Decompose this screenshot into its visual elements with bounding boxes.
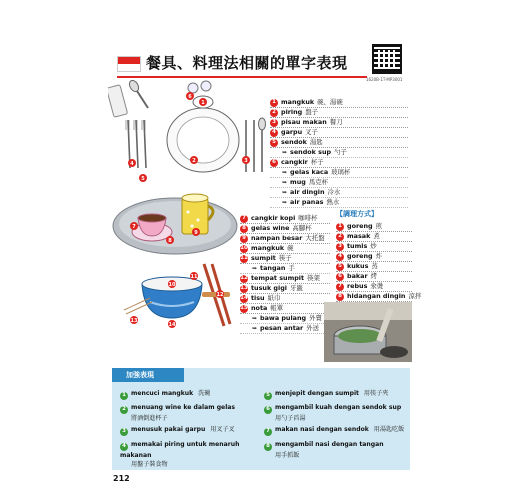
vocab-translation: 玻璃杯 <box>331 168 351 177</box>
vocab-word: masak <box>347 232 371 241</box>
expression-translation: 用手抓飯 <box>275 451 300 459</box>
vocab-row <box>240 234 330 244</box>
svg-text:3: 3 <box>244 158 248 164</box>
vocab-translation: 杯子 <box>310 158 324 167</box>
indonesia-flag-icon <box>117 56 141 72</box>
table-setting-illustration <box>108 80 268 190</box>
number-badge: 5 <box>336 263 344 271</box>
vocab-translation: 筷架 <box>307 274 320 283</box>
vocab-list-dining <box>240 214 330 334</box>
cooking-pot-photo <box>324 302 412 362</box>
expression-translation: 用筷子夾 <box>363 390 389 397</box>
cooking-row <box>336 232 412 242</box>
expression-translation: 用盤子裝食物 <box>131 460 168 468</box>
expression-text: makan nasi dengan sendok <box>275 426 369 433</box>
vocab-row <box>240 284 330 294</box>
arrow-icon: ➥ <box>282 178 288 186</box>
number-badge: 3 <box>336 243 344 251</box>
cooking-row <box>336 282 412 292</box>
number-badge: 11 <box>240 254 248 261</box>
expression-item <box>120 403 260 423</box>
tray-illustration <box>110 190 240 258</box>
arrow-icon: ➥ <box>282 168 288 176</box>
vocab-row <box>270 118 408 128</box>
number-badge: 14 <box>240 294 248 301</box>
svg-text:2: 2 <box>192 158 196 164</box>
svg-text:12: 12 <box>216 292 224 298</box>
vocab-word: nota <box>251 304 268 313</box>
vocab-row <box>240 274 330 284</box>
vocab-word: tumis <box>347 242 368 251</box>
number-badge: 7 <box>240 215 248 223</box>
number-badge: 7 <box>264 428 272 436</box>
number-badge: 2 <box>336 233 344 241</box>
cooking-row <box>336 242 412 252</box>
expression-text: mengambil kuah dengan sendok sup <box>275 404 402 411</box>
vocab-word: bawa pulang <box>260 314 307 323</box>
vocab-list-tableware <box>270 98 408 208</box>
qr-code-icon[interactable] <box>372 44 402 74</box>
number-badge: 1 <box>120 392 128 400</box>
vocab-translation: 紙巾 <box>267 294 281 303</box>
expression-translation: 洗碗 <box>198 390 211 397</box>
vocab-word: cangkir <box>281 158 308 167</box>
vocab-translation: 手 <box>288 264 295 273</box>
cooking-row <box>336 272 412 282</box>
expression-item <box>264 389 408 400</box>
vocab-translation: 外送 <box>306 324 319 333</box>
expression-text: menjepit dengan sumpit <box>275 390 359 397</box>
expression-text: memakai piring untuk menaruh makanan <box>120 441 240 459</box>
vocab-translation: 外賣 <box>309 314 322 323</box>
vocab-word: gelas kaca <box>290 168 329 177</box>
expression-text: menusuk pakai garpu <box>131 426 206 433</box>
knife-icon <box>246 120 254 172</box>
vocab-translation: 冷水 <box>327 188 341 197</box>
vocab-word: nampan besar <box>251 234 303 243</box>
vocab-translation: 煎 <box>375 222 382 231</box>
number-badge: 12 <box>240 274 248 281</box>
vocab-word: goreng <box>347 252 373 261</box>
page-title: 餐具、料理法相關的單字表現 <box>146 54 348 72</box>
number-badge: 2 <box>120 406 128 414</box>
expression-translation: 用湯匙吃飯 <box>373 426 405 433</box>
vocab-word: mug <box>290 178 306 187</box>
cooking-row <box>336 262 412 272</box>
vocab-translation: 蒸 <box>371 262 378 271</box>
arrow-icon: ➥ <box>282 148 288 156</box>
vocab-translation: 筷子 <box>278 254 292 263</box>
vocab-row <box>270 128 408 138</box>
number-badge: 8 <box>240 225 248 233</box>
vocab-row <box>240 304 330 314</box>
expressions-panel-title: 加強表現 <box>112 368 184 382</box>
expression-item <box>120 425 260 436</box>
number-badge: 2 <box>270 109 278 117</box>
vocab-row <box>270 108 408 118</box>
vocab-word: bakar <box>347 272 368 281</box>
vocab-translation: 烤 <box>370 272 377 281</box>
number-badge: 3 <box>270 119 278 127</box>
vocab-translation: 帳單 <box>270 304 284 313</box>
vocab-subrow <box>240 324 330 334</box>
page-number: 212 <box>113 474 130 483</box>
vocab-translation: 涼拌 <box>408 292 422 301</box>
vocab-translation: 叉子 <box>305 128 318 137</box>
qr-label: 1620B-1T-MP3001 <box>366 77 403 82</box>
number-badge: 13 <box>240 284 248 291</box>
arrow-icon: ➥ <box>252 324 258 332</box>
vocab-subrow <box>270 148 408 158</box>
vocab-row <box>240 244 330 254</box>
number-badge: 5 <box>264 392 272 400</box>
vocab-word: cangkir kopi <box>251 214 296 223</box>
vocab-translation: 高腳杯 <box>292 224 312 233</box>
number-badge: 1 <box>270 99 278 107</box>
vocab-word: sendok sup <box>290 148 332 157</box>
arrow-icon: ➥ <box>252 264 258 272</box>
vocab-subrow <box>270 198 408 208</box>
svg-text:7: 7 <box>132 224 136 230</box>
expression-text: menuang wine ke dalam gelas <box>131 404 236 411</box>
vocab-translation: 炸 <box>375 252 382 261</box>
title-underline <box>117 76 367 78</box>
spoon-icon <box>259 118 266 130</box>
number-badge: 15 <box>240 304 248 311</box>
vocab-translation: 碗、湯碗 <box>317 98 343 107</box>
vocab-row <box>270 98 408 108</box>
vocab-word: pisau makan <box>281 118 327 127</box>
svg-text:1: 1 <box>201 100 205 106</box>
svg-text:8: 8 <box>168 238 172 244</box>
cooking-row <box>336 292 422 302</box>
svg-text:13: 13 <box>130 318 138 324</box>
vocab-word: garpu <box>281 128 303 137</box>
glass-icon <box>188 83 198 93</box>
vocab-translation: 煮 <box>373 232 380 241</box>
vocab-row <box>270 158 408 168</box>
vocab-subrow <box>270 168 408 178</box>
number-badge: 6 <box>264 406 272 414</box>
vocab-translation: 熱水 <box>326 198 340 207</box>
number-badge: 6 <box>336 273 344 281</box>
vocab-word: mangkuk <box>251 244 285 253</box>
svg-text:9: 9 <box>194 230 198 236</box>
expression-item <box>120 440 262 469</box>
vocab-translation: 馬克杯 <box>308 178 328 187</box>
vocab-word: tusuk gigi <box>251 284 287 293</box>
vocab-word: mangkuk <box>281 98 315 107</box>
number-badge: 4 <box>336 253 344 261</box>
vocab-subrow <box>270 188 408 198</box>
number-badge: 4 <box>120 443 128 451</box>
number-badge: 10 <box>240 244 248 251</box>
expression-item <box>264 425 408 436</box>
number-badge: 3 <box>120 428 128 436</box>
vocab-translation: 炒 <box>370 242 377 251</box>
svg-text:11: 11 <box>190 274 198 280</box>
number-badge: 7 <box>336 283 344 291</box>
expression-translation: 用叉子叉 <box>210 426 235 433</box>
number-badge: 9 <box>240 235 248 243</box>
vocab-row <box>240 214 330 224</box>
vocab-word: piring <box>281 108 303 117</box>
expression-item <box>264 403 408 423</box>
vocab-translation: 餐刀 <box>329 118 343 127</box>
arrow-icon: ➥ <box>282 188 288 196</box>
bowl-chopsticks-illustration <box>120 262 240 334</box>
number-badge: 5 <box>270 139 278 147</box>
expression-text: mengambil nasi dengan tangan <box>275 441 384 448</box>
vocab-word: goreng <box>347 222 373 231</box>
vocab-word: air panas <box>290 198 324 207</box>
svg-text:14: 14 <box>168 322 176 328</box>
number-badge: 8 <box>264 443 272 451</box>
vocab-row <box>240 224 330 234</box>
cooking-methods-list <box>336 222 422 302</box>
svg-text:5: 5 <box>141 176 145 182</box>
vocab-word: rebus <box>347 282 368 291</box>
vocab-subrow <box>270 178 408 188</box>
vocab-translation: 大托盤 <box>305 234 325 243</box>
vocab-subrow <box>240 314 330 324</box>
vocab-translation: 湯匙 <box>309 138 323 147</box>
vocab-word: tisu <box>251 294 265 303</box>
arrow-icon: ➥ <box>252 314 258 322</box>
vocab-translation: 咖啡杯 <box>298 214 318 223</box>
vocab-row <box>240 294 330 304</box>
number-badge: 1 <box>336 223 344 231</box>
vocab-translation: 牙籤 <box>289 284 303 293</box>
vocab-row <box>240 254 330 264</box>
svg-text:4: 4 <box>130 161 134 167</box>
cooking-row <box>336 222 412 232</box>
vocab-word: tangan <box>260 264 286 273</box>
vocab-word: tempat sumpit <box>251 274 305 283</box>
expression-item <box>120 389 260 400</box>
arrow-icon: ➥ <box>282 198 288 206</box>
vocab-word: air dingin <box>290 188 325 197</box>
vocab-subrow <box>240 264 330 274</box>
number-badge: 4 <box>270 129 278 137</box>
svg-text:6: 6 <box>188 94 192 100</box>
vocab-translation: 勺子 <box>334 148 347 157</box>
vocab-word: sumpit <box>251 254 276 263</box>
vocab-row <box>270 138 408 148</box>
vocab-word: pesan antar <box>260 324 304 333</box>
vocab-word: gelas wine <box>251 224 290 233</box>
expression-translation: 將酒倒進杯子 <box>131 414 168 422</box>
vocab-translation: 碗 <box>287 244 294 253</box>
number-badge: 6 <box>270 159 278 167</box>
cooking-methods-heading: 【調理方式】 <box>336 210 378 218</box>
vocab-word: kukus <box>347 262 369 271</box>
vocab-word: sendok <box>281 138 307 147</box>
cooking-row <box>336 252 412 262</box>
vocab-word: hidangan dingin <box>347 292 406 301</box>
expression-item <box>264 440 408 460</box>
vocab-translation: 氽燙 <box>370 282 384 291</box>
vocab-translation: 盤子 <box>305 108 319 117</box>
svg-text:10: 10 <box>168 282 176 288</box>
pot-icon <box>324 302 412 362</box>
expression-text: mencuci mangkuk <box>131 390 194 397</box>
expression-translation: 用勺子舀湯 <box>275 414 306 422</box>
number-badge: 8 <box>336 293 344 301</box>
